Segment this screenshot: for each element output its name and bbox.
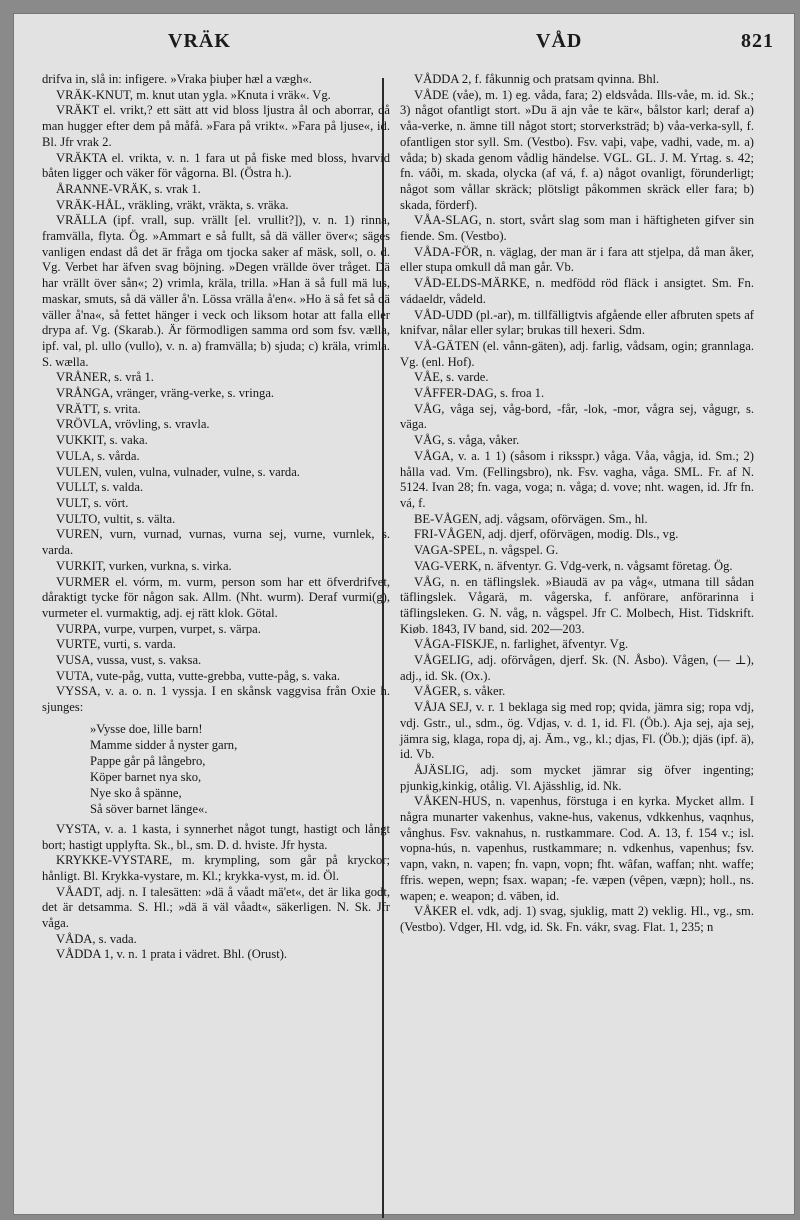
dictionary-entry: VÅDE (våe), m. 1) eg. våda, fara; 2) eldsvåda. Ills-våe, m. id. Sk.; 3) något ofantligt stort. »Du ä ajn våe te kär«, bålstor karl; deraf a) våa-verke, n. ämne till något stort; storverksträd; b) våa-verka-syll, f. ofantligen stor syll. Sm. (Vestbo). Fsv. vaþi, vaþe, vadhi, vade, m. a) våda; b) skada genom vådlig händelse. VGL. GL. J. M. Yrtag. s. 42; fn. váði, m. skada, olycka (af vá, f. a) något ovanligt, förunderligt; något som vållar skräck; plötsligt påkommen skräck eller fara; b) skada, förderf). <box>400 87 754 212</box>
dictionary-entry: ÅRANNE-VRÄK, s. vrak 1. <box>56 181 201 196</box>
running-header <box>14 30 794 60</box>
dictionary-entry: VÅDA, s. vada. <box>56 931 137 946</box>
dictionary-entry: VRÖVLA, vrövling, s. vravla. <box>56 417 210 432</box>
dictionary-entry: VRÄKT el. vrikt,? ett sätt att vid bloss ljustra ål och aborrar, då man hugger efter dem på måfå. »Fara på vrikt«. »Fara på ljuse«, id. Bl. Jfr vrak 2. <box>42 103 390 149</box>
header-center-word: VÅD <box>536 30 583 52</box>
dictionary-entry: VRÄK-HÅL, vräkling, vräkt, vräkta, s. vräka. <box>56 197 289 212</box>
header-left-word: VRÄK <box>168 30 231 52</box>
dictionary-entry: VULA, s. vårda. <box>56 448 140 463</box>
dictionary-entry: FRI-VÅGEN, adj. djerf, oförvägen, modig. Dls., vg. <box>414 527 679 542</box>
dictionary-entry: VURMER el. vórm, m. vurm, person som har ett öfverdrifvet, dåraktigt tycke för någon sak. Allm. (Nht. wurm). Deraf vurmi(g), vurmeter el. vurmaktig, adj. ej rätt klok. Götal. <box>42 574 390 620</box>
left-entries-after <box>42 822 390 963</box>
dictionary-entry: VURTE, vurti, s. varda. <box>56 637 176 652</box>
dictionary-entry: VRÅNER, s. vrå 1. <box>56 370 154 385</box>
dictionary-entry: VÅG, n. en täflingslek. »Biaudä av pa våg«, utmana till sådan täflingslek. Vågarä, m. vågerska, f. anförare, anförarinna i täflingsleken. G. N. våg, n. vågspel. Jfr C. Molbech, Hist. Tidskrift. Kiøb. 1843, IV band, sid. 202—203. <box>400 574 754 636</box>
verse-line: Pappe går på långebro, <box>90 753 206 768</box>
dictionary-entry: VÅD-ELDS-MÄRKE, n. medfödd röd fläck i ansigtet. Sm. Fn. vádaeldr, vådeld. <box>400 276 754 306</box>
dictionary-entry: drifva in, slå in: infigere. »Vraka þiuþer hæl a vægh«. <box>42 72 312 86</box>
right-column <box>400 72 754 936</box>
dictionary-entry: VYSTA, v. a. 1 kasta, i synnerhet något tungt, hastigt och långt bort; hastigt upplyfta. Sk., bl., sm. D. d. hviste. Jfr hysta. <box>42 821 390 852</box>
page-number: 821 <box>741 30 774 52</box>
dictionary-entry: VAG-VERK, n. äfventyr. G. Vdg-verk, n. vågsamt företag. Ög. <box>414 558 733 573</box>
dictionary-entry: VYSSA, v. a. o. n. 1 vyssja. I en skånsk vaggvisa från Oxie h. sjunges: <box>42 684 390 715</box>
dictionary-entry: VRÄKTA el. vrikta, v. n. 1 fara ut på fiske med bloss, hvarvid båten ligger och väker för vågorna. Bl. (Östra h.). <box>42 150 390 181</box>
verse-block <box>90 721 390 817</box>
dictionary-entry: VÅGELIG, adj. oförvågen, djerf. Sk. (N. Åsbo). Vågen, (— ⊥), adj., id. Sk. (Ox.). <box>400 653 754 683</box>
dictionary-entry: VÅD-UDD (pl.-ar), m. tillfälligtvis afgående eller afbruten spets af knifvar, nålar eller sylar; brukas till hexeri. Sdm. <box>400 307 754 338</box>
dictionary-entry: VUREN, vurn, vurnad, vurnas, vurna sej, vurne, vurnlek, s. varda. <box>42 527 390 558</box>
dictionary-page <box>14 14 794 1214</box>
dictionary-entry: VUKKIT, s. vaka. <box>56 433 148 448</box>
dictionary-entry: VÅA-SLAG, n. stort, svårt slag som man i häftigheten gifver sin fiende. Sm. (Vestbo). <box>400 213 754 244</box>
dictionary-entry: VÅKEN-HUS, n. vapenhus, förstuga i en kyrka. Mycket allm. I några munarter vakenhus, vakne-hus, vakenus, vdkkenhus, vaqnhus, vånghus. Fsv. vaknahus, n. rustkammare. Cod. A. 13, f. 154 v.; isl. vopna-hús, n. vapenhus, rustkammare; n. vdkenhus, vapenhus; fsv. vapn, vakn, n. vapen; fn. vapn, vopn; fht. wâfan, waffan; nht. waffe; ffris. wepen, wepn; fsax. wapan; -fe. væpen (vêpen, væpn); holl., ns. wapen; e. weapon; d. vāben, id. <box>400 794 754 903</box>
verse-line: Nye sko å spänne, <box>90 785 182 800</box>
dictionary-entry: VURKIT, vurken, vurkna, s. virka. <box>56 558 232 573</box>
verse-line: Köper barnet nya sko, <box>90 769 202 784</box>
dictionary-entry: VRÄLLA (ipf. vrall, sup. vrällt [el. vrullit?]), v. n. 1) rinna, framvälla, flyta. Ög. »Ammart e så fullt, så dä väller över«; säges vanligen endast då det är fråga om tjocka saker af mäsk, soll, o. d. Vg. Verbet har äfven svag böjning. »Degen vrällde över tråget. Dä har vrällt över sån«; 2) vrimla, kräla, trilla. »Han ä så full mä lus, maskar, smuts, så dä väller å'n. Lössa vrälla å'en«. »Ho ä så fet så dä väller å'na«, så fettet hänger i veck och liksom hotar att falla eller drypa af. Vg. (Skarab.). Är förmodligen samma ord som fsv. vælla, ipf. val, pl. ullo (vullo), v. n. a) framvälla; b) sjuda; c) kräla, vrimla. S. wælla. <box>42 213 390 369</box>
dictionary-entry: VÅKER el. vdk, adj. 1) svag, sjuklig, matt 2) veklig. Hl., vg., sm. (Vestbo). Vdger, Hl. vdg, id. Sk. Fn. vákr, svag. Flat. 1, 235; n <box>400 904 754 934</box>
verse-line: »Vysse doe, lille barn! <box>90 721 203 736</box>
dictionary-entry: VULLT, s. valda. <box>56 480 144 495</box>
dictionary-entry: VÅADT, adj. n. I talesätten: »dä å våadt mä'et«, det är lika godt, det är detsamma. S. Hl.; »dä ä väl våadt«, säkerligen. N. Sk. Jfr våga. <box>42 884 390 931</box>
left-entries <box>42 72 390 716</box>
dictionary-entry: VÅE, s. varde. <box>414 370 489 385</box>
dictionary-entry: VÅGA-FISKJE, n. farlighet, äfventyr. Vg. <box>414 637 629 652</box>
verse-line: Mamme sidder å nyster garn, <box>90 737 238 752</box>
dictionary-entry: VÅ-GÄTEN (el. vånn-gäten), adj. farlig, vådsam, ogin; grannlaga. Vg. (enl. Hof). <box>400 338 754 369</box>
dictionary-entry: KRYKKE-VYSTARE, m. krympling, som går på kryckor; hånligt. Bl. Krykka-vystare, m. Kl.; krykka-vyst, m. id. Öl. <box>42 853 390 883</box>
dictionary-entry: VUTA, vute-påg, vutta, vutte-grebba, vutte-påg, s. vaka. <box>56 668 341 683</box>
dictionary-entry: VÅGA, v. a. 1 1) (såsom i riksspr.) våga. Våa, vågja, id. Sm.; 2) hålla vad. Vm. (Fellingsbro), nk. Fsv. vagha, våga. SML. Fr. af N. 5124. Ivan 28; fn. vaga, voga; n. våga; d. vove; nht. wagen, id. Jfr fn. vá, f. <box>400 448 754 510</box>
dictionary-entry: VÅG, våga sej, våg-bord, -får, -lok, -mor, vågra sej, vågugr, s. väga. <box>400 401 754 432</box>
dictionary-entry: VULEN, vulen, vulna, vulnader, vulne, s. varda. <box>56 464 300 479</box>
dictionary-entry: ÅJÄSLIG, adj. som mycket jämrar sig öfver ingenting; pjunkig,kinkig, otålig. Vl. Ajässhlig, id. Nk. <box>400 762 754 793</box>
dictionary-entry: VURPA, vurpe, vurpen, vurpet, s. värpa. <box>56 621 261 636</box>
dictionary-entry: VÅDDA 1, v. n. 1 prata i vädret. Bhl. (Orust). <box>56 947 288 962</box>
left-column <box>42 72 390 963</box>
dictionary-entry: VULTO, vultit, s. välta. <box>56 511 176 526</box>
dictionary-entry: BE-VÅGEN, adj. vågsam, oförvägen. Sm., hl. <box>414 511 648 526</box>
dictionary-entry: VÅGER, s. våker. <box>414 684 506 699</box>
right-entries <box>400 72 754 936</box>
dictionary-entry: VULT, s. vört. <box>56 495 129 510</box>
dictionary-entry: VRÄTT, s. vrita. <box>56 401 141 416</box>
dictionary-entry: VÅDDA 2, f. fåkunnig och pratsam qvinna. Bhl. <box>414 72 660 86</box>
dictionary-entry: VAGA-SPEL, n. vågspel. G. <box>414 543 559 558</box>
verse-line: Så söver barnet länge«. <box>90 801 208 816</box>
dictionary-entry: VÅFFER-DAG, s. froa 1. <box>414 386 545 401</box>
dictionary-entry: VRÅNGA, vränger, vräng-verke, s. vringa. <box>56 386 275 401</box>
dictionary-entry: VRÄK-KNUT, m. knut utan ygla. »Knuta i vräk«. Vg. <box>56 87 331 102</box>
dictionary-entry: VÅJA SEJ, v. r. 1 beklaga sig med rop; qvida, jämra sig; ropa vdj, vdj. Gstr., ul., sdm., ög. Vdjas, v. d. 1, id. Fl. (Öb.). Aja sej, aja sej, jämra sig, klaga, ropa dj, aj. Ām., vg., kl.; djas, Fl. (Öb.); djäs (ipf. ä), id. Vb. <box>400 700 754 762</box>
dictionary-entry: VÅDA-FÖR, n. väglag, der man är i fara att stjelpa, då man åker, eller stupa omkull då man går. Vb. <box>400 244 754 275</box>
dictionary-entry: VÅG, s. våga, våker. <box>414 433 520 448</box>
dictionary-entry: VUSA, vussa, vust, s. vaksa. <box>56 653 202 668</box>
